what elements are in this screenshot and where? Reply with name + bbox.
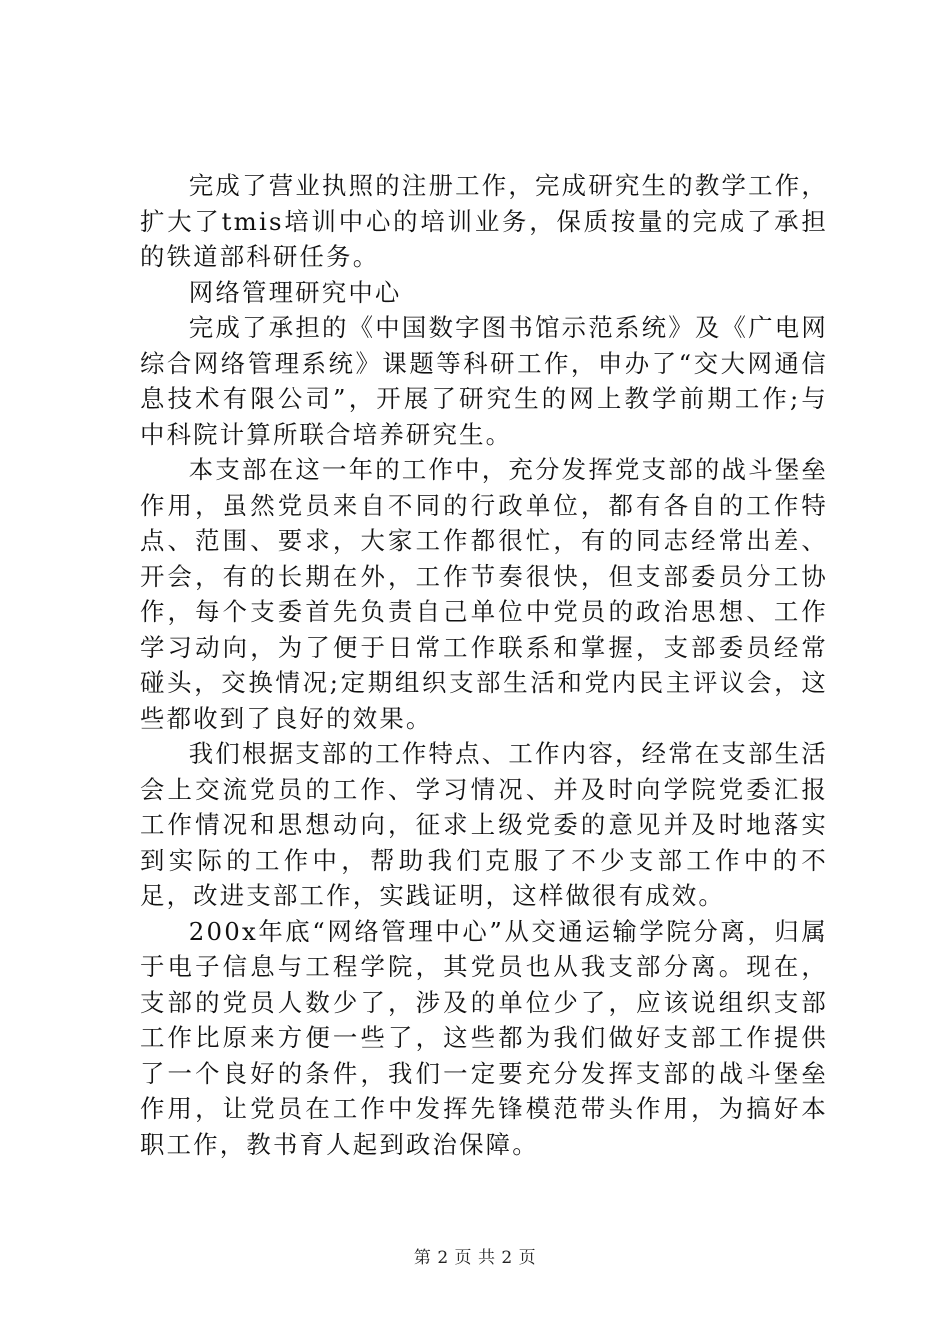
paragraph-tmis-summary: 完成了营业执照的注册工作，完成研究生的教学工作，扩大了tmis培训中心的培训业务，保质按量的完成了承担的铁道部科研任务。 bbox=[140, 171, 828, 271]
paragraph-branch-future: 200x年底“网络管理中心”从交通运输学院分离，归属于电子信息与工程学院，其党员也从我支部分离。现在，支部的党员人数少了，涉及的单位少了，应该说组织支部工作比原来方便一些了，这些都为我们做好支部工作提供了一个良好的条件，我们一定要充分发挥支部的战斗堡垒作用，让党员在工作中发挥先锋模范带头作用，为搞好本职工作，教书育人起到政治保障。 bbox=[140, 916, 828, 1159]
page-number-footer: 第 2 页 共 2 页 bbox=[413, 1248, 537, 1268]
paragraph-network-center-work: 完成了承担的《中国数字图书馆示范系统》及《广电网综合网络管理系统》课题等科研工作，申办了“交大网通信息技术有限公司”，开展了研究生的网上教学前期工作;与中科院计算所联合培养研究生。 bbox=[140, 313, 828, 449]
document-body bbox=[140, 168, 828, 1162]
paragraph-branch-role: 本支部在这一年的工作中，充分发挥党支部的战斗堡垒作用，虽然党员来自不同的行政单位，都有各自的工作特点、范围、要求，大家工作都很忙，有的同志经常出差、开会，有的长期在外，工作节奏很快，但支部委员分工协作，每个支委首先负责自己单位中党员的政治思想、工作学习动向，为了便于日常工作联系和掌握，支部委员经常碰头，交换情况;定期组织支部生活和党内民主评议会，这些都收到了良好的效果。 bbox=[140, 455, 828, 733]
paragraph-branch-meetings: 我们根据支部的工作特点、工作内容，经常在支部生活会上交流党员的工作、学习情况、并及时向学院党委汇报工作情况和思想动向，征求上级党委的意见并及时地落实到实际的工作中，帮助我们克服了不少支部工作中的不足，改进支部工作，实践证明，这样做很有成效。 bbox=[140, 739, 828, 910]
section-heading-network-center: 网络管理研究中心 bbox=[188, 277, 402, 307]
